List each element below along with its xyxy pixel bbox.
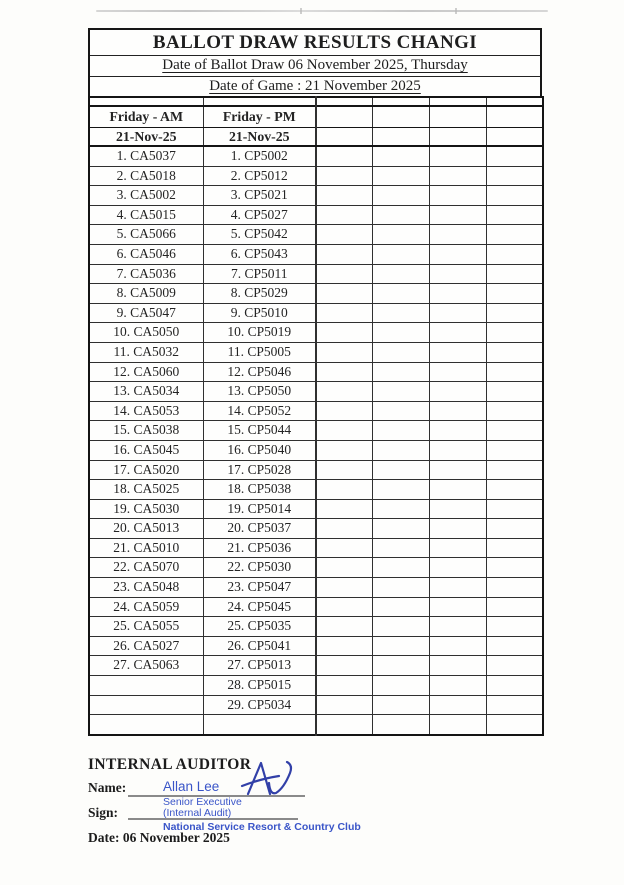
empty-cell	[429, 401, 486, 421]
pm-result-cell: 25. CP5035	[203, 617, 316, 637]
scan-artifact-tick	[300, 8, 302, 14]
pm-result-cell: 21. CP5036	[203, 538, 316, 558]
am-result-cell: 27. CA5063	[89, 656, 203, 676]
empty-cell	[372, 597, 429, 617]
empty-cell	[429, 440, 486, 460]
empty-cell	[372, 284, 429, 304]
empty-cell	[486, 558, 543, 578]
empty-cell	[429, 186, 486, 206]
empty-cell	[429, 303, 486, 323]
empty-cell	[486, 284, 543, 304]
signature-crossbar-stroke	[242, 776, 279, 786]
pm-result-cell: 4. CP5027	[203, 205, 316, 225]
document-header	[88, 28, 542, 98]
empty-cell	[486, 303, 543, 323]
am-result-cell: 24. CA5059	[89, 597, 203, 617]
am-result-cell: 7. CA5036	[89, 264, 203, 284]
am-result-cell: 8. CA5009	[89, 284, 203, 304]
empty-cell	[372, 401, 429, 421]
empty-cell	[372, 440, 429, 460]
pm-result-cell: 29. CP5034	[203, 695, 316, 715]
table-row	[89, 499, 543, 519]
empty-cell	[372, 421, 429, 441]
empty-cell	[429, 362, 486, 382]
empty-cell	[316, 244, 372, 264]
empty-cell	[429, 597, 486, 617]
empty-cell	[372, 166, 429, 186]
empty-cell	[372, 342, 429, 362]
empty-cell	[372, 578, 429, 598]
empty-cell	[316, 656, 372, 676]
empty-cell	[372, 225, 429, 245]
empty-cell	[486, 440, 543, 460]
am-result-cell: 17. CA5020	[89, 460, 203, 480]
table-row	[89, 558, 543, 578]
empty-cell	[429, 676, 486, 696]
empty-cell	[316, 715, 372, 735]
empty-cell	[316, 578, 372, 598]
pm-result-cell: 18. CP5038	[203, 480, 316, 500]
am-result-cell	[89, 715, 203, 735]
empty-cell	[316, 303, 372, 323]
am-result-cell: 5. CA5066	[89, 225, 203, 245]
empty-cell	[372, 695, 429, 715]
empty-cell	[316, 617, 372, 637]
session-header-pm: Friday - PM	[203, 106, 316, 128]
empty-cell	[372, 303, 429, 323]
empty-cell	[486, 421, 543, 441]
empty-cell	[429, 460, 486, 480]
game-date-pm: 21-Nov-25	[203, 128, 316, 147]
table-row	[89, 440, 543, 460]
table-row	[89, 264, 543, 284]
empty-cell	[429, 695, 486, 715]
pm-result-cell: 27. CP5013	[203, 656, 316, 676]
am-result-cell	[89, 676, 203, 696]
sign-label: Sign:	[88, 805, 119, 820]
auditor-stamp-name: Allan Lee	[163, 779, 220, 794]
empty-cell	[486, 538, 543, 558]
table-row	[89, 166, 543, 186]
empty-cell	[486, 382, 543, 402]
empty-cell	[486, 342, 543, 362]
pm-result-cell	[203, 715, 316, 735]
table-row	[89, 284, 543, 304]
am-result-cell: 22. CA5070	[89, 558, 203, 578]
pm-result-cell: 14. CP5052	[203, 401, 316, 421]
table-row	[89, 146, 543, 166]
empty-cell	[486, 715, 543, 735]
pm-result-cell: 26. CP5041	[203, 636, 316, 656]
scan-artifact-tick	[455, 8, 457, 14]
pm-result-cell: 13. CP5050	[203, 382, 316, 402]
am-result-cell: 26. CA5027	[89, 636, 203, 656]
empty-cell	[429, 146, 486, 166]
table-row	[89, 656, 543, 676]
empty-cell	[486, 676, 543, 696]
pm-result-cell: 1. CP5002	[203, 146, 316, 166]
am-result-cell: 23. CA5048	[89, 578, 203, 598]
empty-cell	[316, 695, 372, 715]
empty-cell	[316, 676, 372, 696]
empty-cell	[429, 225, 486, 245]
empty-cell	[429, 558, 486, 578]
empty-cell	[429, 205, 486, 225]
pm-result-cell: 24. CP5045	[203, 597, 316, 617]
empty-cell	[372, 460, 429, 480]
table-row	[89, 538, 543, 558]
auditor-stamp-title: Senior Executive	[163, 796, 242, 808]
empty-cell	[372, 323, 429, 343]
results-body	[89, 97, 543, 735]
table-row	[89, 342, 543, 362]
pm-result-cell: 8. CP5029	[203, 284, 316, 304]
pm-result-cell: 6. CP5043	[203, 244, 316, 264]
am-result-cell: 21. CA5010	[89, 538, 203, 558]
table-row	[89, 205, 543, 225]
auditor-stamp-org: National Service Resort & Country Club	[163, 820, 361, 833]
internal-auditor-heading: INTERNAL AUDITOR	[88, 756, 252, 773]
am-result-cell: 14. CA5053	[89, 401, 203, 421]
empty-cell	[486, 480, 543, 500]
table-row	[89, 597, 543, 617]
empty-cell	[429, 499, 486, 519]
table-row	[89, 636, 543, 656]
empty-cell	[486, 460, 543, 480]
empty-cell	[429, 382, 486, 402]
pm-result-cell: 2. CP5012	[203, 166, 316, 186]
table-row	[89, 695, 543, 715]
empty-cell	[486, 578, 543, 598]
pm-result-cell: 28. CP5015	[203, 676, 316, 696]
empty-cell	[486, 205, 543, 225]
pm-result-cell: 19. CP5014	[203, 499, 316, 519]
empty-cell	[316, 519, 372, 539]
empty-cell	[429, 636, 486, 656]
empty-cell	[316, 538, 372, 558]
auditor-stamp-dept: (Internal Audit)	[163, 807, 232, 819]
empty-cell	[429, 342, 486, 362]
empty-cell	[429, 166, 486, 186]
empty-cell	[486, 617, 543, 637]
am-result-cell: 3. CA5002	[89, 186, 203, 206]
empty-cell	[316, 558, 372, 578]
empty-cell	[429, 538, 486, 558]
empty-cell	[372, 480, 429, 500]
pm-result-cell: 11. CP5005	[203, 342, 316, 362]
empty-cell	[316, 499, 372, 519]
empty-cell	[316, 401, 372, 421]
empty-cell	[429, 578, 486, 598]
empty-cell	[486, 656, 543, 676]
empty-cell	[372, 656, 429, 676]
game-date-am: 21-Nov-25	[89, 128, 203, 147]
table-row	[89, 480, 543, 500]
name-label: Name:	[88, 780, 127, 795]
game-date-line: Date of Game : 21 November 2025	[209, 77, 421, 94]
table-row	[89, 401, 543, 421]
empty-cell	[486, 636, 543, 656]
am-result-cell: 20. CA5013	[89, 519, 203, 539]
pm-result-cell: 3. CP5021	[203, 186, 316, 206]
table-row	[89, 715, 543, 735]
am-result-cell: 12. CA5060	[89, 362, 203, 382]
pm-result-cell: 7. CP5011	[203, 264, 316, 284]
table-row	[89, 323, 543, 343]
empty-cell	[316, 597, 372, 617]
empty-cell	[372, 715, 429, 735]
empty-cell	[316, 284, 372, 304]
table-row	[89, 617, 543, 637]
empty-cell	[429, 284, 486, 304]
empty-cell	[316, 186, 372, 206]
am-result-cell: 18. CA5025	[89, 480, 203, 500]
pm-result-cell: 23. CP5047	[203, 578, 316, 598]
am-result-cell: 19. CA5030	[89, 499, 203, 519]
empty-cell	[486, 323, 543, 343]
pm-result-cell: 9. CP5010	[203, 303, 316, 323]
empty-cell	[316, 205, 372, 225]
am-result-cell: 6. CA5046	[89, 244, 203, 264]
table-row	[89, 303, 543, 323]
empty-cell	[316, 636, 372, 656]
date-label: Date: 06 November 2025	[88, 830, 230, 845]
table-row	[89, 244, 543, 264]
empty-cell	[486, 401, 543, 421]
session-header-am: Friday - AM	[89, 106, 203, 128]
empty-cell	[486, 146, 543, 166]
am-result-cell: 11. CA5032	[89, 342, 203, 362]
empty-cell	[486, 597, 543, 617]
empty-cell	[486, 362, 543, 382]
empty-cell	[316, 166, 372, 186]
empty-cell	[316, 362, 372, 382]
empty-cell	[316, 264, 372, 284]
pm-result-cell: 10. CP5019	[203, 323, 316, 343]
empty-cell	[316, 382, 372, 402]
empty-cell	[486, 519, 543, 539]
empty-cell	[372, 362, 429, 382]
game-date-row	[89, 128, 543, 147]
pm-result-cell: 20. CP5037	[203, 519, 316, 539]
empty-cell	[372, 538, 429, 558]
ballot-draw-date-line: Date of Ballot Draw 06 November 2025, Thursday	[90, 56, 540, 77]
ballot-results-table	[88, 96, 544, 736]
empty-cell	[372, 617, 429, 637]
empty-cell	[316, 440, 372, 460]
am-result-cell: 25. CA5055	[89, 617, 203, 637]
empty-cell	[316, 225, 372, 245]
pm-result-cell: 5. CP5042	[203, 225, 316, 245]
empty-cell	[486, 499, 543, 519]
empty-cell	[429, 519, 486, 539]
empty-cell	[486, 166, 543, 186]
table-row	[89, 186, 543, 206]
pm-result-cell: 15. CP5044	[203, 421, 316, 441]
empty-cell	[486, 186, 543, 206]
table-row	[89, 676, 543, 696]
empty-cell	[316, 146, 372, 166]
empty-cell	[429, 480, 486, 500]
empty-cell	[429, 244, 486, 264]
empty-cell	[372, 636, 429, 656]
table-row	[89, 578, 543, 598]
empty-cell	[429, 421, 486, 441]
empty-cell	[486, 225, 543, 245]
table-row	[89, 460, 543, 480]
am-result-cell: 10. CA5050	[89, 323, 203, 343]
table-row	[89, 362, 543, 382]
empty-cell	[372, 186, 429, 206]
table-row	[89, 519, 543, 539]
spacer-row	[89, 97, 543, 106]
empty-cell	[372, 558, 429, 578]
empty-cell	[316, 460, 372, 480]
empty-cell	[429, 656, 486, 676]
empty-cell	[372, 519, 429, 539]
am-result-cell: 9. CA5047	[89, 303, 203, 323]
empty-cell	[372, 264, 429, 284]
am-result-cell: 2. CA5018	[89, 166, 203, 186]
am-result-cell	[89, 695, 203, 715]
table-row	[89, 421, 543, 441]
empty-cell	[316, 421, 372, 441]
empty-cell	[316, 342, 372, 362]
table-row	[89, 382, 543, 402]
empty-cell	[429, 715, 486, 735]
pm-result-cell: 17. CP5028	[203, 460, 316, 480]
empty-cell	[372, 676, 429, 696]
empty-cell	[372, 499, 429, 519]
empty-cell	[372, 205, 429, 225]
empty-cell	[316, 480, 372, 500]
am-result-cell: 13. CA5034	[89, 382, 203, 402]
am-result-cell: 16. CA5045	[89, 440, 203, 460]
am-result-cell: 1. CA5037	[89, 146, 203, 166]
pm-result-cell: 16. CP5040	[203, 440, 316, 460]
pm-result-cell: 12. CP5046	[203, 362, 316, 382]
empty-cell	[486, 244, 543, 264]
am-result-cell: 15. CA5038	[89, 421, 203, 441]
empty-cell	[372, 382, 429, 402]
table-row	[89, 225, 543, 245]
page-title: BALLOT DRAW RESULTS CHANGI	[90, 30, 540, 56]
empty-cell	[429, 264, 486, 284]
empty-cell	[316, 323, 372, 343]
empty-cell	[372, 244, 429, 264]
pm-result-cell: 22. CP5030	[203, 558, 316, 578]
empty-cell	[486, 695, 543, 715]
empty-cell	[486, 264, 543, 284]
handwritten-signature	[238, 754, 302, 802]
session-header-row	[89, 106, 543, 128]
empty-cell	[429, 617, 486, 637]
empty-cell	[429, 323, 486, 343]
am-result-cell: 4. CA5015	[89, 205, 203, 225]
empty-cell	[372, 146, 429, 166]
scan-artifact-line	[96, 10, 548, 12]
